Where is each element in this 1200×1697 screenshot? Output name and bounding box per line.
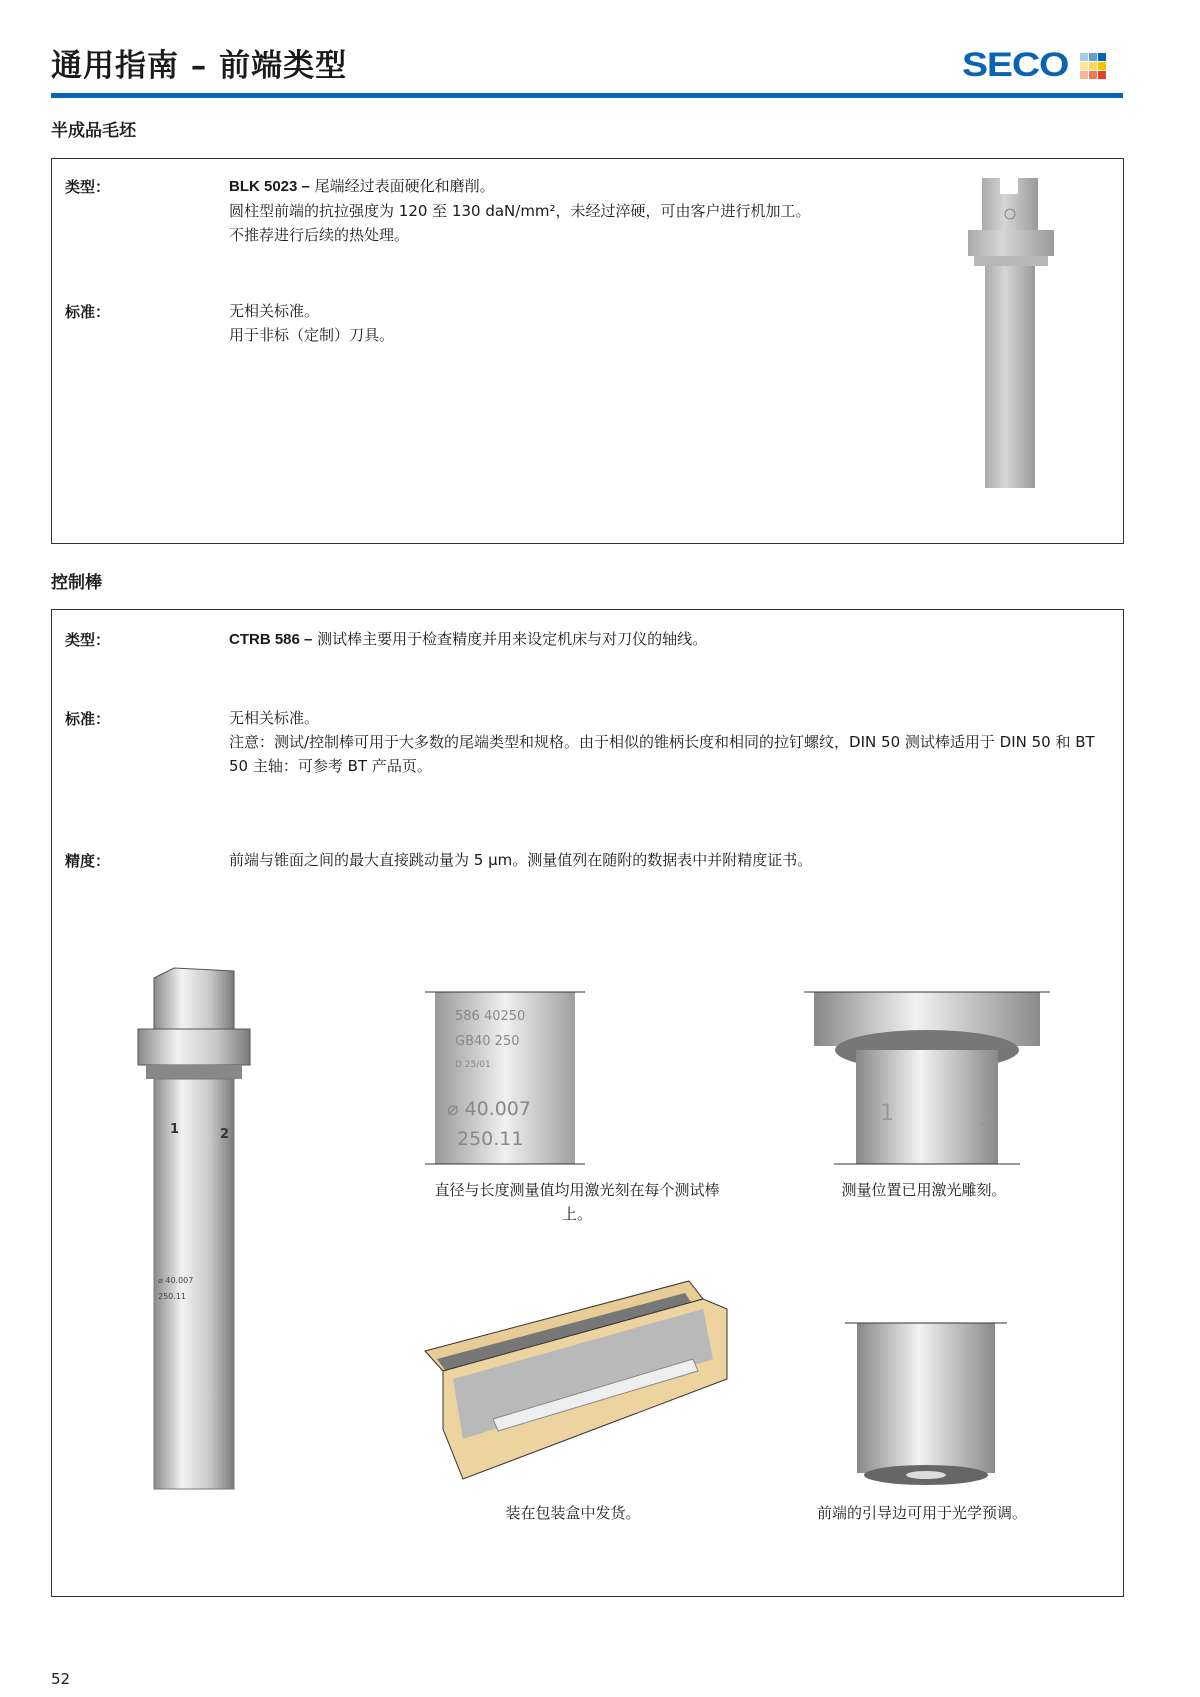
- logo-square: [1089, 71, 1097, 79]
- engraved-length: 250.11: [158, 1292, 186, 1301]
- logo-square: [1089, 53, 1097, 61]
- type-text: 测试棒主要用于检查精度并用来设定机床与对刀仪的轴线。: [312, 630, 708, 648]
- standard-line: 无相关标准。: [229, 709, 320, 727]
- product-code: BLK 5023 –: [229, 178, 310, 195]
- standard-label: 标准：: [65, 303, 111, 321]
- type-line: 圆柱型前端的抗拉强度为 120 至 130 daN/mm²，未经过淬硬，可由客户进行机加工。: [229, 202, 811, 220]
- section-heading-control-bar: 控制棒: [51, 573, 102, 593]
- caption-laser: 直径与长度测量值均用激光刻在每个测试棒上。: [434, 1181, 720, 1223]
- engraved-text: GB40 250: [455, 1034, 520, 1049]
- type-label: 类型：: [65, 178, 111, 196]
- caption-box: 装在包装盒中发货。: [505, 1504, 641, 1522]
- engraved-position-1: 1: [880, 1101, 894, 1126]
- seco-logo: [962, 46, 1106, 85]
- logo-square: [1080, 71, 1088, 79]
- standard-line: 用于非标（定制）刀具。: [229, 326, 395, 344]
- standard-label: 标准：: [65, 710, 111, 728]
- engraved-length: 250.11: [457, 1128, 524, 1150]
- control-bar-image: [134, 963, 254, 1493]
- logo-square: [1080, 62, 1088, 70]
- standard-note: 注意：测试/控制棒可用于大多数的尾端类型和规格。由于相似的锥柄长度和相同的拉钉螺纹，DIN 50 测试棒适用于 DIN 50 和 BT 50 主轴：可参考 BT 产品页。: [229, 733, 1095, 775]
- type-value: [229, 627, 1109, 652]
- logo-square: [1080, 53, 1088, 61]
- page-number: 52: [51, 1670, 71, 1688]
- logo-text: SECO: [962, 46, 1069, 84]
- accuracy-value: 前端与锥面之间的最大直接跳动量为 5 μm。测量值列在随附的数据表中并附精度证书。: [229, 851, 813, 869]
- caption-positions: 测量位置已用激光雕刻。: [841, 1181, 1007, 1199]
- standard-line: 无相关标准。: [229, 302, 320, 320]
- engraved-diameter: ⌀ 40.007: [447, 1098, 531, 1120]
- logo-square: [1098, 62, 1106, 70]
- header-divider: [51, 93, 1123, 98]
- engraved-position-1: 1: [170, 1122, 180, 1137]
- section-heading-blanks: 半成品毛坯: [51, 121, 136, 141]
- logo-squares: [1080, 53, 1106, 79]
- type-text: 尾端经过表面硬化和磨削。: [309, 177, 495, 195]
- engraved-text: D 25/01: [455, 1060, 491, 1070]
- logo-square: [1089, 62, 1097, 70]
- laser-engraving-closeup: [425, 990, 585, 1166]
- type-line: 不推荐进行后续的热处理。: [229, 226, 410, 244]
- page-title: 通用指南 – 前端类型: [51, 48, 348, 84]
- caption-leading-edge: 前端的引导边可用于光学预调。: [816, 1504, 1027, 1522]
- type-label: 类型：: [65, 631, 111, 649]
- engraved-position-2: 2: [220, 1127, 230, 1142]
- packaging-box-image: [423, 1279, 729, 1489]
- leading-edge-closeup: [845, 1321, 1007, 1489]
- accuracy-label: 精度：: [65, 852, 111, 870]
- logo-square: [1098, 71, 1106, 79]
- measurement-positions-closeup: [804, 990, 1050, 1166]
- standard-value: [229, 706, 1109, 778]
- product-code: CTRB 586 –: [229, 631, 313, 648]
- logo-square: [1098, 53, 1106, 61]
- engraved-text: 586 40250: [455, 1009, 526, 1024]
- engraved-diameter: ⌀ 40.007: [158, 1276, 194, 1285]
- engraved-position-2: 2: [979, 1106, 993, 1131]
- blank-tool-image: [960, 176, 1070, 490]
